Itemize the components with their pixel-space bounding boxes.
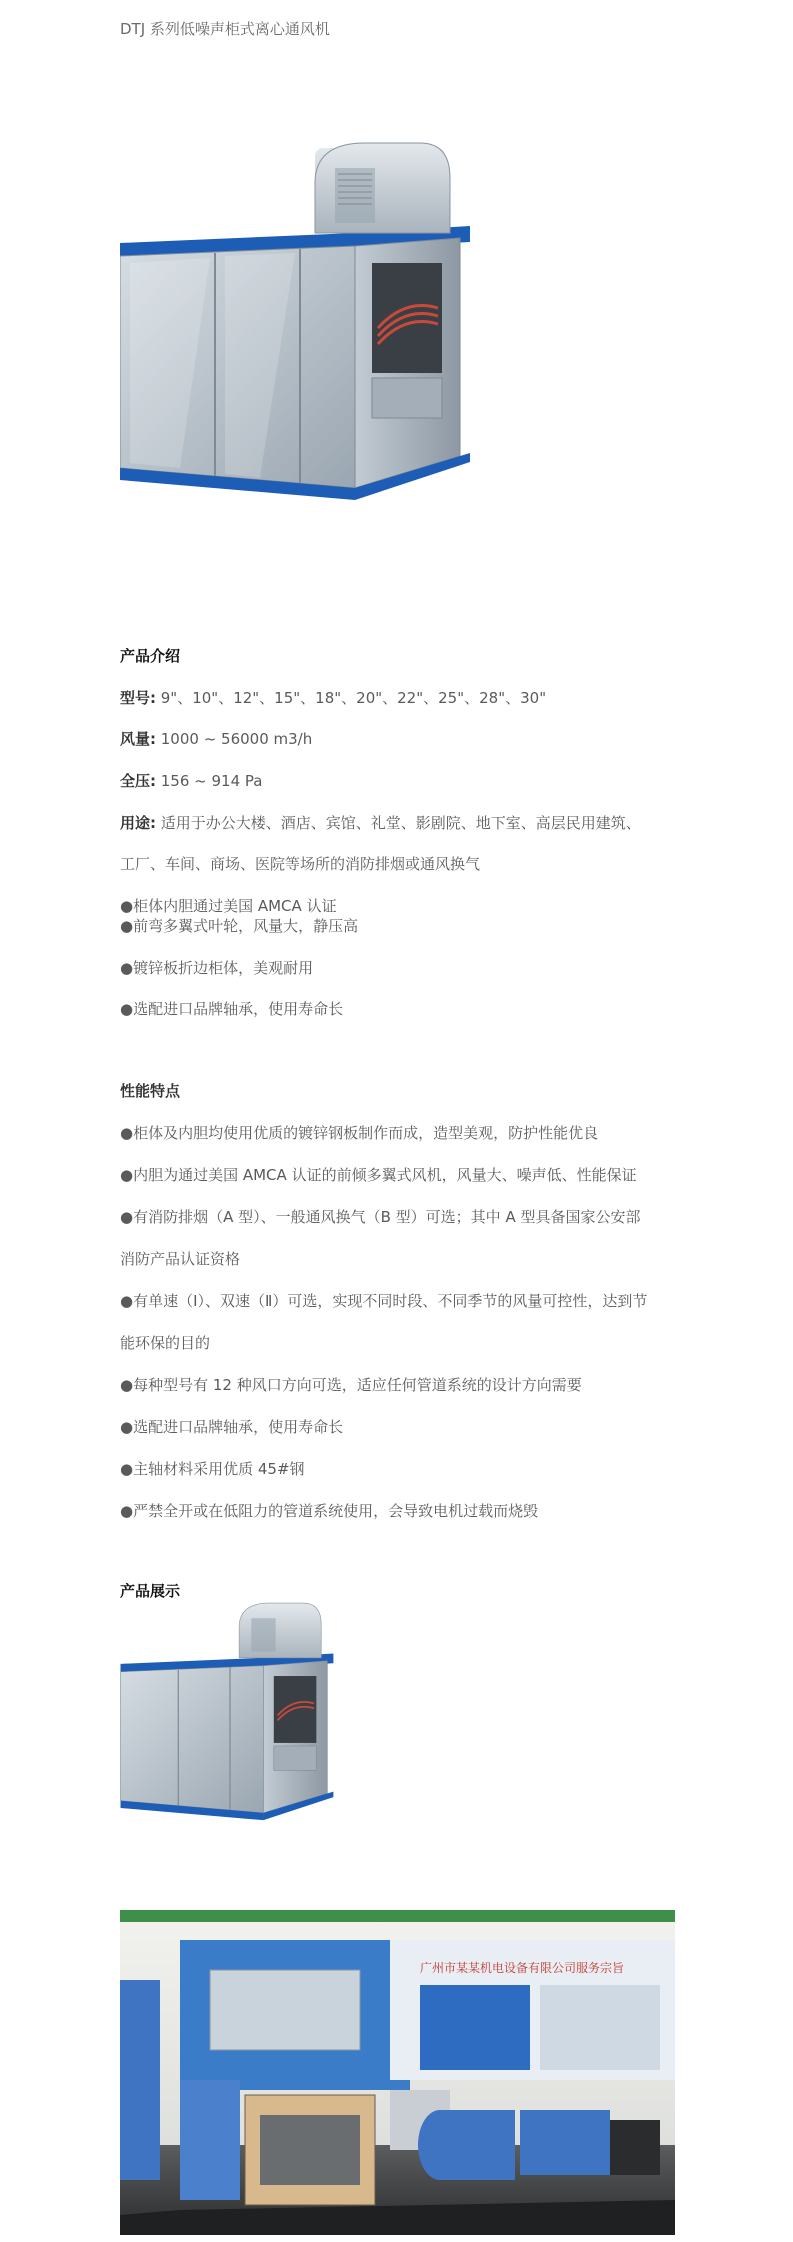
intro-bullet: ●柜体内胆通过美国 AMCA 认证 — [120, 897, 337, 915]
feature-line: ●内胆为通过美国 AMCA 认证的前倾多翼式风机，风量大、噪声低、性能保证 — [120, 1166, 637, 1184]
main-product-image — [120, 138, 480, 503]
cabinet-fan-illustration — [120, 138, 480, 503]
feature-line: ●主轴材料采用优质 45#钢 — [120, 1460, 305, 1478]
feature-line: ●选配进口品牌轴承，使用寿命长 — [120, 1418, 344, 1436]
page-title: DTJ 系列低噪声柜式离心通风机 — [120, 20, 330, 38]
usage-value-1: 适用于办公大楼、酒店、宾馆、礼堂、影剧院、地下室、高层民用建筑、 — [156, 814, 641, 832]
intro-bullet: ●镀锌板折边柜体，美观耐用 — [120, 959, 314, 977]
feature-line: ●有单速（Ⅰ）、双速（Ⅱ）可选，实现不同时段、不同季节的风量可控性，达到节 — [120, 1292, 648, 1310]
showcase-heading: 产品展示 — [120, 1582, 181, 1600]
exhibition-photo — [120, 1910, 675, 2235]
feature-line: 能环保的目的 — [120, 1334, 211, 1352]
model-label: 型号: — [120, 689, 156, 707]
usage-label: 用途: — [120, 814, 156, 832]
feature-line: 消防产品认证资格 — [120, 1250, 241, 1268]
feature-line: ●柜体及内胆均使用优质的镀锌钢板制作而成，造型美观，防护性能优良 — [120, 1124, 599, 1142]
intro-bullet: ●选配进口品牌轴承，使用寿命长 — [120, 1000, 344, 1018]
airflow-line — [120, 728, 312, 749]
airflow-value: 1000 ~ 56000 m3/h — [156, 730, 313, 748]
exhibition-booth-illustration — [120, 1910, 675, 2235]
airflow-label: 风量: — [120, 730, 156, 748]
pressure-line — [120, 770, 262, 791]
intro-bullet: ●前弯多翼式叶轮，风量大，静压高 — [120, 917, 359, 935]
feature-line: ●有消防排烟（A 型）、一般通风换气（B 型）可选；其中 A 型具备国家公安部 — [120, 1208, 641, 1226]
features-heading: 性能特点 — [120, 1082, 181, 1100]
usage-line-2: 工厂、车间、商场、医院等场所的消防排烟或通风换气 — [120, 855, 481, 873]
showcase-product-image — [120, 1600, 340, 1822]
pressure-label: 全压: — [120, 772, 156, 790]
usage-line — [120, 812, 641, 833]
intro-heading: 产品介绍 — [120, 647, 181, 665]
pressure-value: 156 ~ 914 Pa — [156, 772, 263, 790]
model-line — [120, 687, 546, 708]
feature-line: ●严禁全开或在低阻力的管道系统使用，会导致电机过载而烧毁 — [120, 1502, 539, 1520]
booth-banner-text: 广州市某某机电设备有限公司服务宗旨 — [420, 1961, 625, 1975]
feature-line: ●每种型号有 12 种风口方向可选，适应任何管道系统的设计方向需要 — [120, 1376, 582, 1394]
cabinet-fan-small-illustration — [120, 1600, 340, 1822]
model-value: 9"、10"、12"、15"、18"、20"、22"、25"、28"、30" — [156, 689, 547, 707]
